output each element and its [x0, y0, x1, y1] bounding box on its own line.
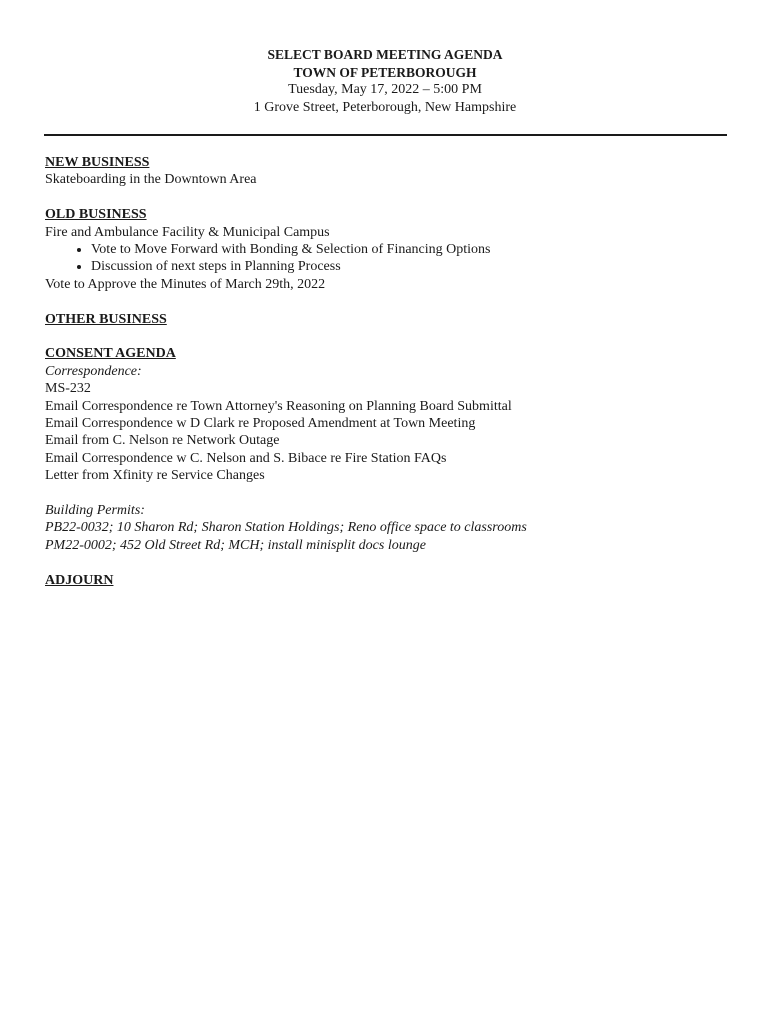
- consent-agenda-heading: CONSENT AGENDA: [45, 346, 176, 362]
- correspondence-item: Email Correspondence w D Clark re Proposed Amendment at Town Meeting: [45, 416, 476, 432]
- adjourn-heading: ADJOURN: [45, 572, 114, 588]
- old-business-item: Vote to Approve the Minutes of March 29th, 2022: [45, 276, 326, 292]
- new-business-heading: NEW BUSINESS: [45, 155, 150, 170]
- bullet-item: • Discussion of next steps in Planning Process: [91, 258, 735, 275]
- meeting-datetime: Tuesday, May 17, 2022 – 5:00 PM: [288, 82, 482, 97]
- correspondence-label: Correspondence:: [45, 363, 142, 379]
- agenda-title: SELECT BOARD MEETING AGENDA: [267, 47, 503, 62]
- consent-agenda-section: [45, 345, 735, 554]
- correspondence-item: Email from C. Nelson re Network Outage: [45, 433, 280, 449]
- agenda-body: [45, 154, 735, 589]
- new-business-item: Skateboarding in the Downtown Area: [45, 172, 257, 188]
- town-name: TOWN OF PETERBOROUGH: [293, 64, 477, 80]
- correspondence-item: Email Correspondence re Town Attorney's Reasoning on Planning Board Submittal: [45, 398, 512, 414]
- adjourn-section: [45, 572, 735, 589]
- permit-item: PB22-0032; 10 Sharon Rd; Sharon Station Holdings; Reno office space to classrooms: [45, 520, 527, 536]
- other-business-section: [45, 311, 735, 328]
- old-business-heading: OLD BUSINESS: [45, 207, 147, 223]
- old-business-bullets: [45, 241, 735, 276]
- old-business-section: [45, 206, 735, 293]
- bullet-item: • Vote to Move Forward with Bonding & Selection of Financing Options: [91, 241, 735, 258]
- header-divider: [44, 134, 727, 136]
- old-business-item: Fire and Ambulance Facility & Municipal Campus: [45, 224, 330, 240]
- other-business-heading: OTHER BUSINESS: [45, 311, 167, 327]
- correspondence-item: MS-232: [45, 381, 91, 397]
- correspondence-item: Email Correspondence w C. Nelson and S. Bibace re Fire Station FAQs: [45, 450, 447, 466]
- permit-item: PM22-0002; 452 Old Street Rd; MCH; install minisplit docs lounge: [45, 537, 426, 553]
- meeting-address: 1 Grove Street, Peterborough, New Hampshire: [253, 99, 517, 115]
- agenda-header: [0, 46, 770, 116]
- building-permits-label: Building Permits:: [45, 503, 145, 519]
- new-business-section: [45, 154, 735, 189]
- correspondence-item: Letter from Xfinity re Service Changes: [45, 468, 265, 484]
